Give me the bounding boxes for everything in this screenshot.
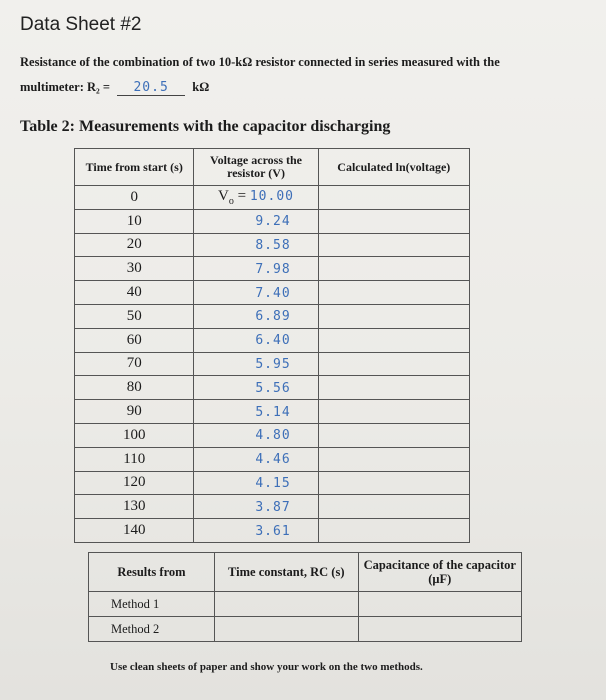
header-time-constant: Time constant, RC (s) [214,553,358,592]
voltage-cell[interactable] [194,352,318,376]
table-row [75,233,470,257]
voltage-value-handwritten: 7.40 [255,285,291,301]
table-row [75,352,470,376]
table-row [75,376,470,400]
time-cell: 50 [75,304,194,328]
ln-voltage-cell[interactable] [318,400,469,424]
ln-voltage-cell[interactable] [318,447,469,471]
ln-voltage-cell[interactable] [318,471,469,495]
v0-label: $V_o$ = [218,188,250,208]
time-cell: 130 [75,495,194,519]
method-label: Method 1 [89,592,215,617]
voltage-cell[interactable] [194,281,318,305]
r2-unit: kΩ [192,80,210,94]
time-cell: 90 [75,400,194,424]
voltage-value-handwritten: 6.89 [255,309,291,325]
table-row [75,304,470,328]
voltage-cell[interactable] [194,186,318,210]
table-row [75,423,470,447]
ln-voltage-cell[interactable] [318,209,469,233]
table-row [75,186,470,210]
header-capacitance: Capacitance of the capacitor (μF) [358,553,521,592]
voltage-cell[interactable] [194,304,318,328]
voltage-value-handwritten: 8.58 [255,237,291,253]
time-cell: 40 [75,281,194,305]
voltage-cell[interactable] [194,423,318,447]
voltage-value-handwritten: 5.56 [255,380,291,396]
voltage-cell[interactable] [194,519,318,543]
time-cell: 60 [75,328,194,352]
voltage-value-handwritten: 4.80 [255,428,291,444]
voltage-cell[interactable] [194,209,318,233]
resistance-description: Resistance of the combination of two 10-kΩ resistor connected in series measured with the [20,55,500,69]
time-cell: 100 [75,423,194,447]
ln-voltage-cell[interactable] [318,257,469,281]
time-cell: 30 [75,257,194,281]
footer-instruction: Use clean sheets of paper and show your work on the two methods. [110,661,423,673]
r2-value-handwritten[interactable]: 20.5 [117,80,185,96]
measurements-table [74,148,470,543]
measurements-body [75,186,470,543]
ln-voltage-cell[interactable] [318,519,469,543]
time-cell: 80 [75,376,194,400]
voltage-value-handwritten: 7.98 [255,261,291,277]
time-cell: 20 [75,233,194,257]
voltage-value-handwritten: 5.14 [255,404,291,420]
capacitance-cell[interactable] [358,592,521,617]
voltage-value-handwritten: 3.61 [255,523,291,539]
table-row [75,519,470,543]
table-row [75,447,470,471]
voltage-cell[interactable] [194,376,318,400]
voltage-value-handwritten: 5.95 [255,356,291,372]
voltage-cell[interactable] [194,328,318,352]
table-header-row [75,149,470,186]
time-cell: 70 [75,352,194,376]
voltage-value-handwritten: 9.24 [255,214,291,230]
voltage-cell[interactable] [194,400,318,424]
capacitance-cell[interactable] [358,617,521,642]
results-header-row [89,553,522,592]
time-cell: 0 [75,186,194,210]
ln-voltage-cell[interactable] [318,376,469,400]
time-cell: 120 [75,471,194,495]
ln-voltage-cell[interactable] [318,233,469,257]
header-time: Time from start (s) [75,149,194,186]
time-cell: 10 [75,209,194,233]
voltage-cell[interactable] [194,257,318,281]
ln-voltage-cell[interactable] [318,423,469,447]
ln-voltage-cell[interactable] [318,281,469,305]
voltage-cell[interactable] [194,447,318,471]
ln-voltage-cell[interactable] [318,352,469,376]
ln-voltage-cell[interactable] [318,328,469,352]
ln-voltage-cell[interactable] [318,495,469,519]
header-voltage: Voltage across the resistor (V) [194,149,318,186]
method-label: Method 2 [89,617,215,642]
results-table [88,552,522,642]
page-title: Data Sheet #2 [20,14,142,35]
time-cell: 140 [75,519,194,543]
header-ln-voltage: Calculated ln(voltage) [318,149,469,186]
voltage-value-handwritten: 4.15 [255,475,291,491]
results-row [89,617,522,642]
results-body [89,592,522,642]
voltage-cell[interactable] [194,471,318,495]
time-constant-cell[interactable] [214,617,358,642]
table-2-title: Table 2: Measurements with the capacitor discharging [20,118,391,135]
voltage-cell[interactable] [194,495,318,519]
multimeter-label: multimeter: R₂ = [20,80,111,94]
time-constant-cell[interactable] [214,592,358,617]
voltage-value-handwritten: 6.40 [255,333,291,349]
time-cell: 110 [75,447,194,471]
table-row [75,209,470,233]
table-row [75,257,470,281]
voltage-value-handwritten: 10.00 [249,189,294,205]
header-results-from: Results from [89,553,215,592]
table-row [75,328,470,352]
table-row [75,281,470,305]
ln-voltage-cell[interactable] [318,186,469,210]
ln-voltage-cell[interactable] [318,304,469,328]
voltage-cell[interactable] [194,233,318,257]
voltage-value-handwritten: 4.46 [255,452,291,468]
multimeter-line [20,80,209,96]
voltage-value-handwritten: 3.87 [255,499,291,515]
table-row [75,400,470,424]
table-row [75,471,470,495]
results-row [89,592,522,617]
table-row [75,495,470,519]
